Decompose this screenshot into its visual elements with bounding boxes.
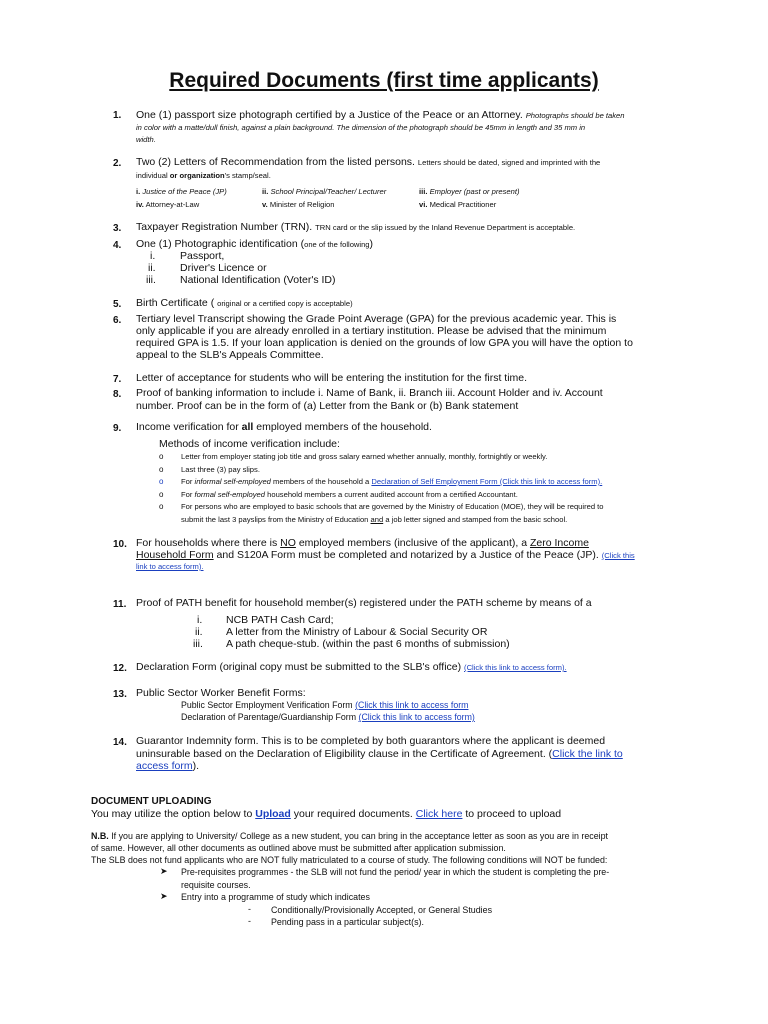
person-num: iii. xyxy=(419,187,428,196)
person-num: i. xyxy=(136,187,141,196)
item-number: 5. xyxy=(113,299,122,310)
item-2-text xyxy=(136,156,600,169)
item-3-note: TRN card or the slip issued by the Inland Revenue Department is acceptable. xyxy=(315,223,576,232)
item-14-line2-text: uninsurable based on the Declaration of Eligibility clause in the Certificate of Agreement. ( xyxy=(136,748,553,760)
item-4-text xyxy=(136,238,373,251)
zero-income-form-link[interactable]: (Click this xyxy=(601,551,635,560)
item-number: 4. xyxy=(113,240,122,251)
person-num: vi. xyxy=(419,200,428,209)
item-4-main: One (1) Photographic identification ( xyxy=(136,238,305,250)
arrow-bullet-icon: ➤ xyxy=(160,891,168,901)
item-5-text xyxy=(136,297,353,310)
path-num: i. xyxy=(197,614,203,626)
guarantor-form-link[interactable]: Click the link to xyxy=(552,748,623,760)
person-list-item xyxy=(136,187,227,196)
nb-line1-text: If you are applying to University/ College as a new student, you can bring in the acceptance letter as soon as you are in receipt xyxy=(111,831,609,841)
item-13-form2 xyxy=(181,711,475,723)
person-list-item xyxy=(419,200,496,209)
item-6-line: required GPA is 1.5. If your loan application is denied on the grounds of low GPA you will have the option to xyxy=(136,337,633,349)
item-11-text: Proof of PATH benefit for household member(s) registered under the PATH scheme by means of a xyxy=(136,597,592,609)
item-1-note-line2: in color with a matte/dull finish, against a plain background. The dimension of the photograph should be 45mm in length and 35 mm in xyxy=(136,123,586,132)
dash-bullet: - xyxy=(248,916,251,926)
item-number: 13. xyxy=(113,689,127,700)
item-13-form1-label: Public Sector Employment Verification Form xyxy=(181,700,353,710)
method-item-cont xyxy=(181,514,567,526)
person-num: v. xyxy=(262,200,268,209)
person-list-item xyxy=(419,187,519,196)
method-item xyxy=(181,489,518,501)
path-label: A path cheque-stub. (within the past 6 months of submission) xyxy=(226,638,510,650)
item-4-note: one of the following xyxy=(304,240,370,249)
condition-item: Pre-requisites programmes - the SLB will not fund the period/ year in which the student is completing the pre- xyxy=(181,867,610,877)
item-10-e: Household Form xyxy=(136,549,214,561)
id-num: iii. xyxy=(146,274,156,286)
item-14-line3 xyxy=(136,760,199,772)
page-title: Required Documents (first time applicants) xyxy=(169,69,599,92)
item-9-text xyxy=(136,421,432,433)
person-label: Medical Practitioner xyxy=(429,200,497,209)
item-2-note: Letters should be dated, signed and imprinted with the xyxy=(417,158,601,167)
method-4-b: formal self-employed xyxy=(194,490,265,499)
id-num: ii. xyxy=(148,262,156,274)
nb-line3: The SLB does not fund applicants who are NOT fully matriculated to a course of study. The following conditions will NOT be funded: xyxy=(91,855,608,865)
person-label: Employer (past or present) xyxy=(429,187,520,196)
item-number: 7. xyxy=(113,374,122,385)
bullet-icon: o xyxy=(159,452,164,461)
item-1-note-line3: width. xyxy=(136,135,156,144)
nb-line2: of same. However, all other documents as outlined above must be submitted after application submission. xyxy=(91,843,506,853)
item-3-text xyxy=(136,221,575,234)
item-14-line3-text: ). xyxy=(192,760,200,772)
methods-title: Methods of income verification include: xyxy=(159,438,340,450)
declaration-form-link[interactable]: (Click this link to access form). xyxy=(464,663,567,672)
item-6-line: appeal to the SLB's Appeals Committee. xyxy=(136,349,324,361)
employment-verification-form-link[interactable]: (Click this link to access form xyxy=(355,700,469,710)
item-13-text: Public Sector Worker Benefit Forms: xyxy=(136,687,306,699)
item-12-text xyxy=(136,661,567,674)
method-4-a: For xyxy=(181,490,193,499)
item-2-note-a: individual xyxy=(136,171,168,180)
person-num: ii. xyxy=(262,187,269,196)
item-number: 8. xyxy=(113,389,122,400)
person-list-item xyxy=(262,187,386,196)
guarantor-form-link-cont[interactable]: access form xyxy=(136,760,193,772)
item-2-note-b: or organization xyxy=(169,171,225,180)
item-9-bold: all xyxy=(241,421,254,433)
upload-c: to proceed to upload xyxy=(465,808,562,820)
zero-income-form-link-cont[interactable]: link to access form). xyxy=(136,562,204,571)
path-num: iii. xyxy=(193,638,203,650)
bullet-icon: o xyxy=(159,477,164,486)
item-number: 11. xyxy=(113,599,127,610)
self-employment-form-link[interactable]: Declaration of Self Employment Form (Click this link to access form). xyxy=(371,477,603,486)
person-list-item xyxy=(136,200,199,209)
nb-line1 xyxy=(91,830,608,842)
person-label: School Principal/Teacher/ Lecturer xyxy=(270,187,387,196)
method-5-b: and xyxy=(370,515,384,524)
item-number: 12. xyxy=(113,663,127,674)
item-number: 10. xyxy=(113,539,127,550)
method-item xyxy=(181,476,602,488)
item-2-main: Two (2) Letters of Recommendation from the listed persons. xyxy=(136,156,415,168)
item-10-line2 xyxy=(136,549,635,562)
upload-heading: DOCUMENT UPLOADING xyxy=(91,796,212,807)
item-6-line: Tertiary level Transcript showing the Grade Point Average (GPA) for the previous academic year. This is xyxy=(136,313,617,325)
path-num: ii. xyxy=(195,626,203,638)
id-num: i. xyxy=(150,250,156,262)
person-label: Attorney-at-Law xyxy=(145,200,200,209)
item-1-main: One (1) passport size photograph certified by a Justice of the Peace or an Attorney. xyxy=(136,109,523,121)
path-label: NCB PATH Cash Card; xyxy=(226,614,334,626)
person-label: Minister of Religion xyxy=(269,200,335,209)
upload-a: You may utilize the option below to xyxy=(91,808,253,820)
item-14-line1: Guarantor Indemnity form. This is to be completed by both guarantors where the applicant is deemed xyxy=(136,735,606,747)
person-list-item xyxy=(262,200,334,209)
upload-link[interactable]: Upload xyxy=(255,808,291,820)
item-1-text xyxy=(136,109,625,122)
method-3-c: members of the household a xyxy=(273,477,370,486)
bullet-icon: o xyxy=(159,502,164,511)
id-label: Passport, xyxy=(180,250,225,262)
method-item: Letter from employer stating job title and gross salary earned whether annually, monthly, fortnightly or weekly. xyxy=(181,452,548,461)
method-4-c: household members a current audited account from a certified Accountant. xyxy=(267,490,518,499)
item-number: 1. xyxy=(113,110,122,121)
item-10-line1 xyxy=(136,537,589,549)
item-9-post: employed members of the household. xyxy=(256,421,432,433)
item-7-text: Letter of acceptance for students who will be entering the institution for the first time. xyxy=(136,372,528,384)
method-5-a: submit the last 3 payslips from the Ministry of Education xyxy=(181,515,369,524)
item-5-note: original or a certified copy is acceptable) xyxy=(217,299,353,308)
method-3-b: informal self-employed xyxy=(194,477,271,486)
item-13-form1 xyxy=(181,699,468,711)
id-label: Driver's Licence or xyxy=(180,262,267,274)
dash-bullet: - xyxy=(248,904,251,914)
item-number: 2. xyxy=(113,158,122,169)
item-10-b: NO xyxy=(280,537,296,549)
path-label: A letter from the Ministry of Labour & Social Security OR xyxy=(226,626,488,638)
upload-text xyxy=(91,808,561,820)
method-item: Last three (3) pay slips. xyxy=(181,465,260,474)
arrow-bullet-icon: ➤ xyxy=(160,866,168,876)
bullet-icon: o xyxy=(159,465,164,474)
item-10-f: and S120A Form must be completed and notarized by a Justice of the Peace (JP). xyxy=(216,549,599,561)
item-12-main: Declaration Form (original copy must be submitted to the SLB's office) xyxy=(136,661,462,673)
item-number: 9. xyxy=(113,423,122,434)
item-10-c: employed members (inclusive of the applicant), a xyxy=(298,537,528,549)
item-1-note: Photographs should be taken xyxy=(525,111,625,120)
method-5-c: a job letter signed and stamped from the basic school. xyxy=(385,515,568,524)
item-13-form2-label: Declaration of Parentage/Guardianship Form xyxy=(181,712,357,722)
upload-b: your required documents. xyxy=(293,808,413,820)
item-number: 14. xyxy=(113,737,127,748)
sub-condition: Pending pass in a particular subject(s). xyxy=(271,917,424,927)
item-4-close: ) xyxy=(369,238,374,250)
method-3-a: For xyxy=(181,477,193,486)
bullet-icon: o xyxy=(159,490,164,499)
item-8-line: number. Proof can be in the form of (a) Letter from the Bank or (b) Bank statement xyxy=(136,400,519,412)
person-label: Justice of the Peace (JP) xyxy=(142,187,227,196)
click-here-link[interactable]: Click here xyxy=(415,808,463,820)
item-number: 6. xyxy=(113,315,122,326)
method-item: For persons who are employed to basic schools that are governed by the Ministry of Education (MOE), they will be required to xyxy=(181,502,604,511)
item-9-pre: Income verification for xyxy=(136,421,239,433)
item-3-main: Taxpayer Registration Number (TRN). xyxy=(136,221,313,233)
sub-condition: Conditionally/Provisionally Accepted, or General Studies xyxy=(271,905,493,915)
id-label: National Identification (Voter's ID) xyxy=(180,274,336,286)
item-2-note-c: 's stamp/seal. xyxy=(224,171,271,180)
item-6-line: only applicable if you are already enrolled in a tertiary institution. Please be advised that the minimum xyxy=(136,325,607,337)
person-num: iv. xyxy=(136,200,144,209)
item-8-line: Proof of banking information to include i. Name of Bank, ii. Branch iii. Account Holder and iv. Account xyxy=(136,387,603,399)
nb-label: N.B. xyxy=(91,831,109,841)
item-number: 3. xyxy=(113,223,122,234)
item-2-note-line2 xyxy=(136,170,271,182)
parentage-form-link[interactable]: (Click this link to access form) xyxy=(358,712,475,722)
item-5-main: Birth Certificate ( xyxy=(136,297,215,309)
item-10-a: For households where there is xyxy=(136,537,278,549)
item-10-d: Zero Income xyxy=(529,537,589,549)
condition-item-cont: requisite courses. xyxy=(181,880,251,890)
condition-item: Entry into a programme of study which indicates xyxy=(181,892,370,902)
item-14-line2 xyxy=(136,748,623,760)
